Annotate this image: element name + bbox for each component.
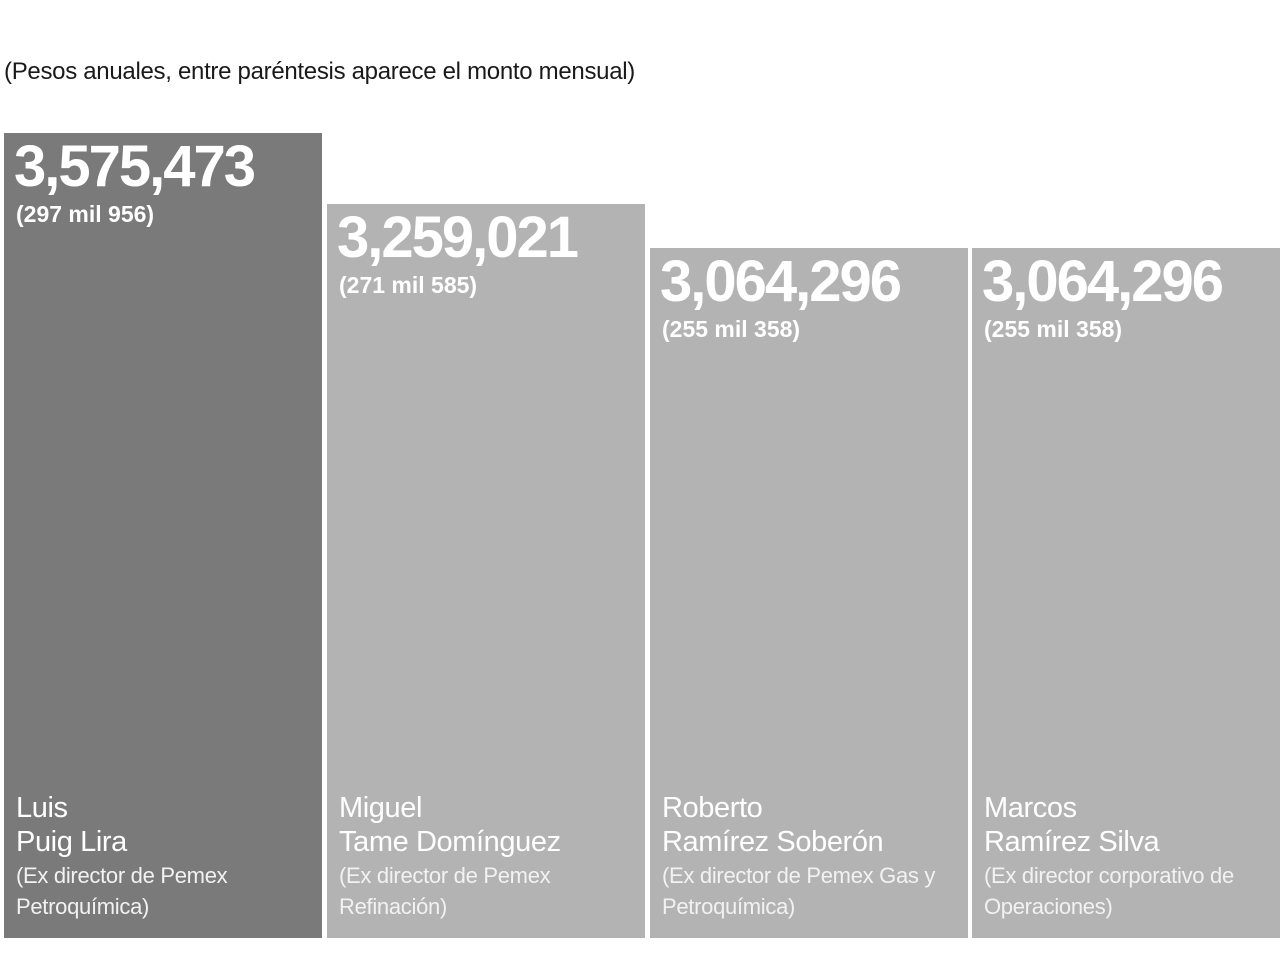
bar-caption [339,791,639,922]
bar-item [972,248,1280,938]
bar-monthly-label: (271 mil 585) [339,272,478,298]
bar-person-name-line1: Miguel [339,792,423,824]
bar-person-role: (Ex director de Pemex Gas y Petroquímica) [662,863,936,919]
bar-value-label: 3,575,473 [14,134,255,199]
bar-person-role: (Ex director de Pemex Petroquímica) [16,863,228,919]
bar-item [650,248,968,938]
bar-caption [984,791,1274,922]
bar-person-name-line2: Ramírez Soberón [662,826,884,858]
chart-subtitle: (Pesos anuales, entre paréntesis aparece el monto mensual) [4,58,635,85]
bar-person-name-line2: Puig Lira [16,826,127,858]
bar-person-role: (Ex director corporativo de Operaciones) [984,863,1234,919]
bar-person-name-line1: Marcos [984,792,1077,824]
bar-caption [16,791,316,922]
bar-value-label: 3,064,296 [982,249,1223,314]
bar-item [4,133,322,938]
bar-person-role: (Ex director de Pemex Refinación) [339,863,551,919]
bar-person-name-line2: Tame Domínguez [339,826,561,858]
bar-monthly-label: (255 mil 358) [662,316,801,342]
bar-person-name-line1: Roberto [662,792,763,824]
bar-value-label: 3,259,021 [337,205,578,270]
bar-monthly-label: (255 mil 358) [984,316,1123,342]
bar-person-name-line2: Ramírez Silva [984,826,1160,858]
bar-value-label: 3,064,296 [660,249,901,314]
bar-person-name-line1: Luis [16,792,68,824]
bar-caption [662,791,962,922]
bar-item [327,204,645,938]
bar-monthly-label: (297 mil 956) [16,201,155,227]
